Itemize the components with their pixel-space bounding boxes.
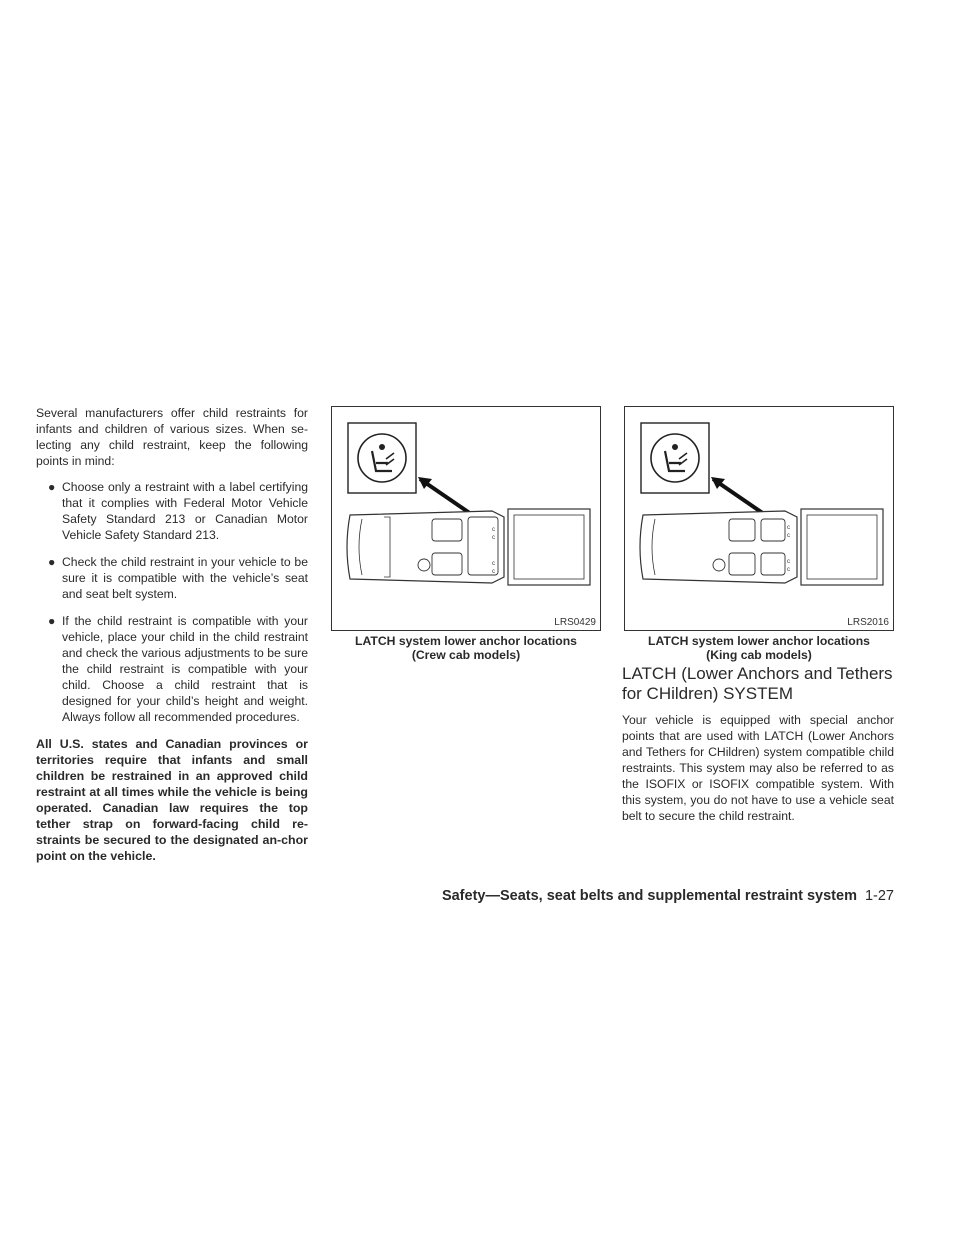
bullet-dot-icon: ●: [48, 555, 56, 569]
bullet-item: [36, 479, 308, 543]
bullet-dot-icon: ●: [48, 480, 56, 494]
section-heading: LATCH (Lower Anchors and Tethers for CHildren) SYSTEM: [622, 664, 893, 703]
truck-bed-outline: [508, 509, 590, 585]
svg-text:c: c: [787, 559, 790, 565]
bullet-text: If the child restraint is compatible with your vehicle, place your child in the child restraint and check the various adjustments to be sure the child restraint is compatible with your child. Choose a child restraint that is designed for your child’s height and weight. Always follow all recommended procedures.: [62, 614, 308, 724]
caption-line: (King cab models): [706, 648, 812, 662]
svg-text:c: c: [787, 525, 790, 531]
caption-line: LATCH system lower anchor locations: [355, 634, 577, 648]
svg-text:c: c: [492, 535, 495, 541]
svg-text:c: c: [492, 527, 495, 533]
figure-code: LRS0429: [554, 617, 596, 628]
footer-section-title: Safety—Seats, seat belts and supplemental restraint system: [441, 888, 857, 904]
page-footer: [420, 888, 894, 904]
truck-cab-outline: [347, 511, 504, 583]
figure-code: LRS2016: [847, 617, 889, 628]
bullet-item: [36, 554, 308, 602]
svg-text:c: c: [492, 569, 495, 575]
intro-paragraph: Several manufacturers offer child restraints for infants and children of various sizes. When se-lecting any child restraint, keep the following points in mind:: [36, 406, 308, 468]
page-number: 1-27: [864, 888, 894, 904]
figure-caption-king-cab: [624, 634, 894, 662]
truck-diagram-king-cab: [625, 407, 895, 632]
truck-bed-outline: [801, 509, 883, 585]
figure-crew-cab: [331, 406, 601, 631]
bullet-list: [36, 479, 308, 725]
bullet-dot-icon: ●: [48, 614, 56, 628]
caption-line: (Crew cab models): [411, 648, 521, 662]
truck-diagram-crew-cab: [332, 407, 602, 632]
caption-line: LATCH system lower anchor locations: [648, 634, 870, 648]
figure-caption-crew-cab: [331, 634, 601, 662]
svg-text:c: c: [787, 567, 790, 573]
bullet-text: Check the child restraint in your vehicle to be sure it is compatible with the vehicle’s seat and seat belt system.: [62, 555, 308, 601]
warning-paragraph: All U.S. states and Canadian provinces or territories require that infants and small children be restrained in an approved child restraint at all times while the vehicle is being operated. Canadian law requires the top tether strap on forward-facing child re-straints be secured to the designated an-chor point on the vehicle.: [36, 737, 308, 863]
section-body: Your vehicle is equipped with special anchor points that are used with LATCH (Lower Anchors and Tethers for CHildren) system compatible child restraints. This system may also be referred to as the ISOFIX or ISOFIX compatible system. With this system, you do not have to use a vehicle seat belt to secure the child restraint.: [622, 713, 894, 823]
truck-cab-outline: [640, 511, 797, 583]
figure-king-cab: [624, 406, 894, 631]
bullet-text: Choose only a restraint with a label certifying that it complies with Federal Motor Vehicle Safety Standard 213 or Canadian Motor Vehicle Safety Standard 213.: [62, 480, 308, 542]
svg-text:c: c: [492, 561, 495, 567]
left-column: [36, 405, 308, 874]
bullet-item: [36, 613, 308, 725]
svg-text:c: c: [787, 533, 790, 539]
